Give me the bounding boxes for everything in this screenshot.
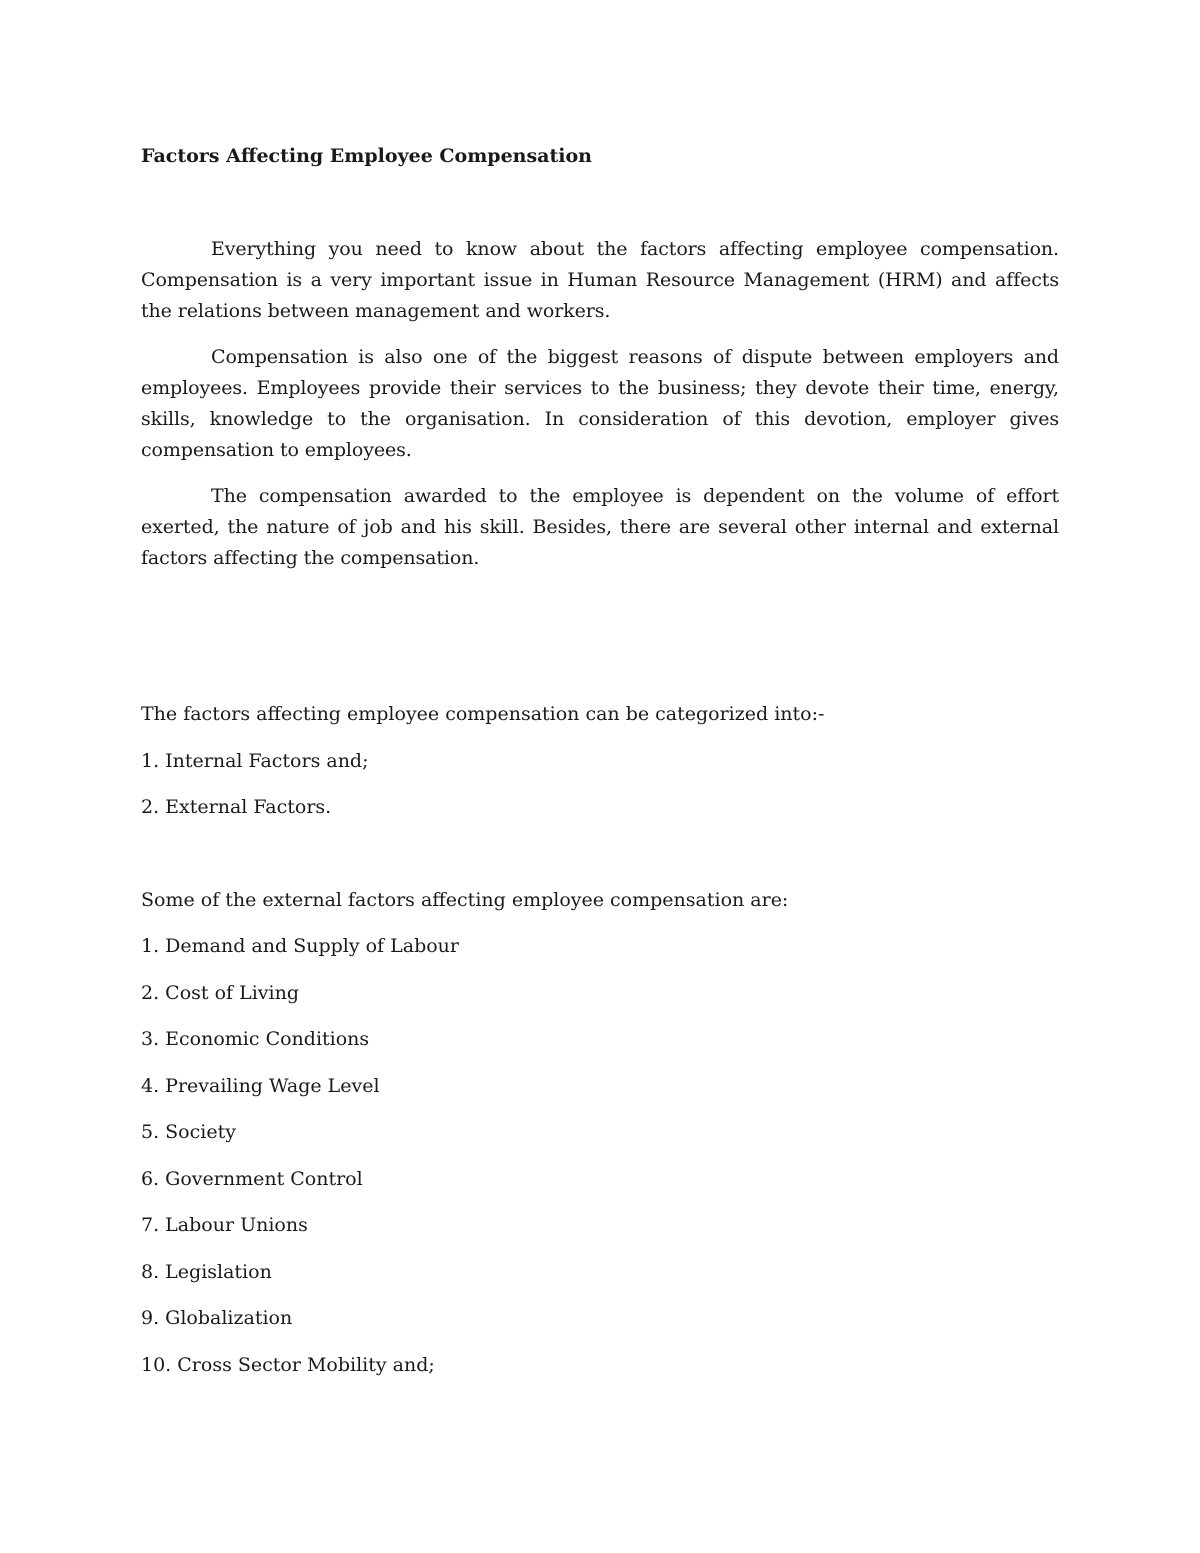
- external-factors-intro: Some of the external factors affecting employee compensation are:: [141, 888, 789, 911]
- category-item: 2. External Factors.: [141, 796, 332, 818]
- intro-paragraph: Everything you need to know about the factors affecting employee compensation. Compensation is a very important issue in Human Resource Management (HRM) and affects the relations between management and workers.: [141, 238, 1059, 322]
- blank-space: [141, 589, 1059, 699]
- external-factor-item: 3. Economic Conditions: [141, 1028, 370, 1050]
- external-factor-item: 6. Government Control: [141, 1167, 363, 1190]
- external-factor-item: 7. Labour Unions: [141, 1214, 308, 1236]
- external-factor-item: 8. Legislation: [141, 1260, 272, 1283]
- document-body: [141, 140, 1059, 1396]
- external-factor-item: 2. Cost of Living: [141, 981, 299, 1004]
- external-factor-item: 1. Demand and Supply of Labour: [141, 935, 459, 957]
- external-factor-item: 10. Cross Sector Mobility and;: [141, 1353, 435, 1376]
- external-factor-item: 5. Society: [141, 1121, 236, 1143]
- categories-intro: The factors affecting employee compensation can be categorized into:-: [141, 703, 825, 725]
- blank-space: [141, 839, 1059, 885]
- external-factor-item: 4. Prevailing Wage Level: [141, 1074, 380, 1097]
- external-factor-item: 9. Globalization: [141, 1307, 293, 1329]
- dispute-paragraph: Compensation is also one of the biggest reasons of dispute between employers and employees. Employees provide their services to the business; they devote their time, energy, skills, knowledge to the organisation. In consideration of this devotion, employer gives compensation to employees.: [141, 346, 1059, 461]
- document-title: Factors Affecting Employee Compensation: [141, 145, 592, 167]
- dependence-paragraph: The compensation awarded to the employee is dependent on the volume of effort exerted, the nature of job and his skill. Besides, there are several other internal and external factors affecting the compensation.: [141, 485, 1059, 569]
- category-item: 1. Internal Factors and;: [141, 749, 369, 772]
